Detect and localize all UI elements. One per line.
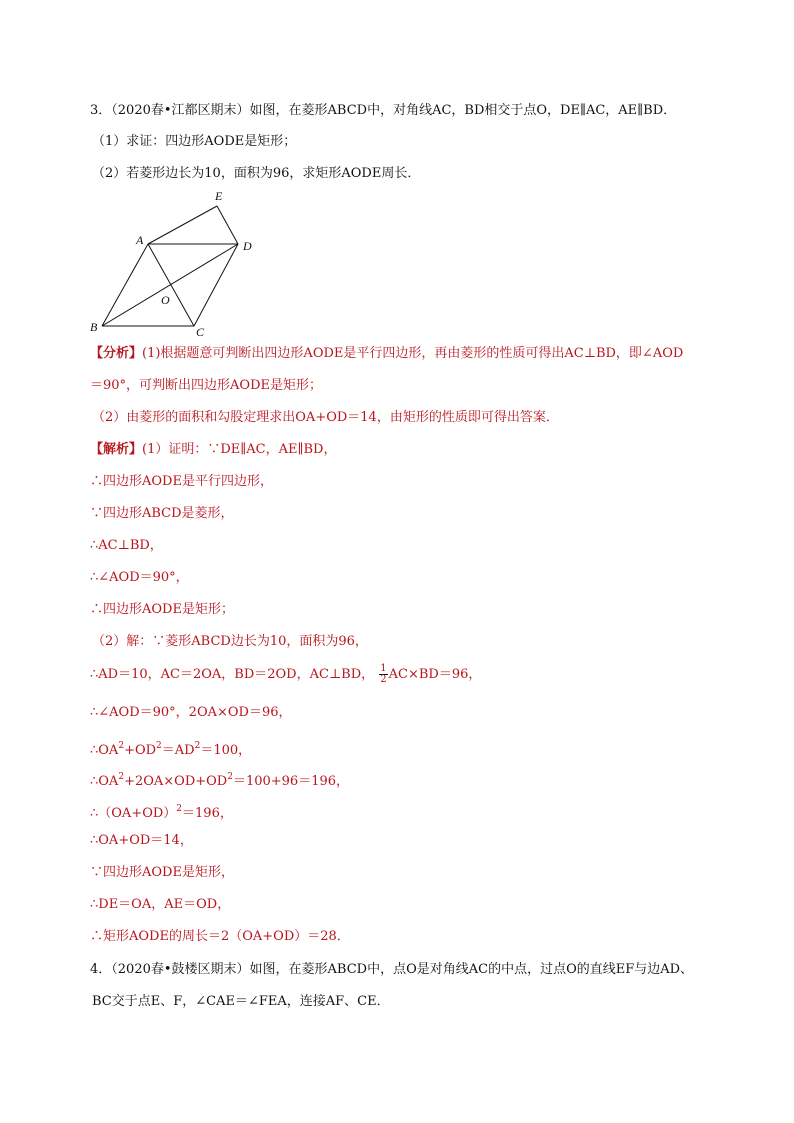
q3-part2: （2）若菱形边长为10，面积为96，求矩形AODE周长． xyxy=(92,166,421,181)
s11sup1: 2 xyxy=(118,772,125,782)
fraction-one-half xyxy=(379,664,387,685)
q4-line2: BC交于点E、F，∠CAE＝∠FEA，连接AF、CE． xyxy=(92,994,390,1009)
q3-part1: （1）求证：四边形AODE是矩形； xyxy=(92,134,297,149)
solution-s14: ∵四边形AODE是矩形， xyxy=(90,865,234,880)
label-C: C xyxy=(196,325,205,339)
q4-line1: 4．（2020春•鼓楼区期末）如图，在菱形ABCD中，点O是对角线AC的中点，过点O的直线EF与边AD、 xyxy=(90,962,694,977)
s10d: ＝100， xyxy=(200,743,252,758)
solution-s8b: AC×BD＝96， xyxy=(388,667,482,682)
s10b: +OD xyxy=(124,743,157,758)
solution-s16: ∴矩形AODE的周长＝2（OA+OD）＝28． xyxy=(90,929,350,944)
solution-s8a: ∴AD＝10，AC＝2OA，BD＝2OD，AC⊥BD， xyxy=(90,667,375,682)
solution-tag: 【解析】 xyxy=(90,442,143,457)
s11b: +2OA×OD+OD xyxy=(124,774,228,789)
solution-s13: ∴OA+OD＝14， xyxy=(90,833,193,848)
label-O: O xyxy=(161,293,170,307)
s11c: ＝100+96＝196， xyxy=(232,774,350,789)
label-D: D xyxy=(243,239,252,253)
s10a: ∴OA xyxy=(90,743,119,758)
s12sup: 2 xyxy=(176,804,183,814)
analysis-line2: （2）由菱形的面积和勾股定理求出OA+OD＝14，由矩形的性质即可得出答案． xyxy=(92,410,559,425)
diagonal-BD xyxy=(102,244,238,326)
s10sup3: 2 xyxy=(194,741,201,751)
s11a: ∴OA xyxy=(90,774,119,789)
diagonal-AC xyxy=(148,244,194,326)
label-B: B xyxy=(90,320,98,334)
rhombus-figure xyxy=(80,184,280,344)
segment-DE xyxy=(217,206,238,244)
edge-AB xyxy=(102,244,148,326)
analysis-tag: 【分析】 xyxy=(90,346,143,361)
solution-s4: ∴AC⊥BD， xyxy=(90,538,163,553)
fraction-denominator: 2 xyxy=(380,674,387,685)
s12a: ∴（OA+OD） xyxy=(90,806,177,821)
analysis-text1: (1)根据题意可判断出四边形AODE是平行四边形，再由菱形的性质可得出AC⊥BD，即∠AOD xyxy=(142,346,684,361)
solution-s15: ∴DE＝OA，AE＝OD， xyxy=(90,897,231,912)
analysis-line1b: ＝90°，可判断出四边形AODE是矩形； xyxy=(90,378,323,393)
q3-stem: 3．（2020春•江都区期末）如图，在菱形ABCD中，对角线AC，BD相交于点O，DE∥AC，AE∥BD． xyxy=(90,103,677,118)
solution-s2: ∴四边形AODE是平行四边形， xyxy=(90,474,273,489)
solution-s9: ∴∠AOD＝90°，2OA×OD＝96， xyxy=(90,705,292,720)
solution-s5: ∴∠AOD＝90°， xyxy=(90,570,189,585)
solution-line1 xyxy=(90,441,336,459)
segment-AE xyxy=(148,206,217,244)
label-A: A xyxy=(136,233,144,247)
s10c: ＝AD xyxy=(161,743,195,758)
solution-s3: ∵四边形ABCD是菱形， xyxy=(90,506,234,521)
s11sup2: 2 xyxy=(227,772,233,782)
s10sup2: 2 xyxy=(156,741,162,751)
edge-CD xyxy=(194,244,238,326)
solution-s11 xyxy=(90,768,349,791)
solution-s7: （2）解：∵菱形ABCD边长为10，面积为96， xyxy=(92,634,368,649)
solution-s12 xyxy=(90,800,233,823)
label-E: E xyxy=(215,189,223,203)
s10sup1: 2 xyxy=(118,741,125,751)
solution-s8 xyxy=(90,664,481,685)
solution-s6: ∴四边形AODE是矩形； xyxy=(90,602,234,617)
fraction-numerator: 1 xyxy=(380,663,387,674)
s12b: ＝196， xyxy=(182,806,233,821)
analysis-line1 xyxy=(90,345,683,363)
solution-s1: (1）证明：∵DE∥AC，AE∥BD， xyxy=(142,442,337,457)
solution-s10 xyxy=(90,737,251,760)
